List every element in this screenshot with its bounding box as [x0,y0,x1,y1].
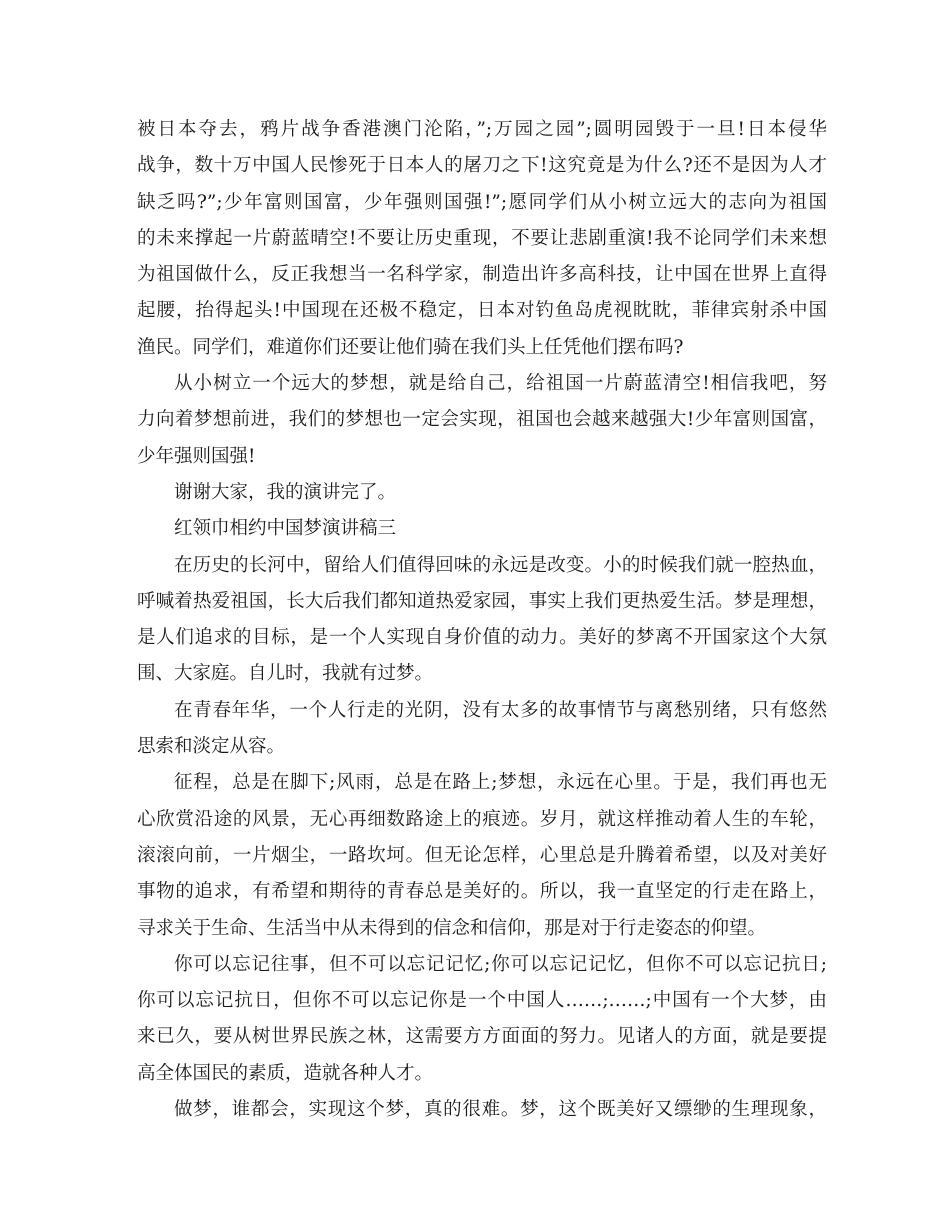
text-line: 是人们追求的目标，是一个人实现自身价值的动力。美好的梦离不开国家这个大氛 [137,627,827,649]
text-line: 少年强则国强! [137,445,256,467]
text-line: 寻求关于生命、生活当中从未得到的信念和信仰，那是对于行走姿态的仰望。 [137,917,767,939]
text-line: 缺乏吗?”;少年富则国富，少年强则国强!”;愿同学们从小树立远大的志向为祖国 [137,191,827,213]
text-line: 事物的追求，有希望和期待的青春总是美好的。所以，我一直坚定的行走在路上， [137,881,827,903]
section-heading: 红领巾相约中国梦演讲稿三 [174,518,397,540]
text-line: 来已久，要从树世界民族之林，这需要方方面面的努力。见诸人的方面，就是要提 [137,1026,827,1048]
text-line: 的未来撑起一片蔚蓝晴空!不要让历史重现，不要让悲剧重演!我不论同学们未来想 [137,227,827,249]
text-line: 被日本夺去，鸦片战争香港澳门沦陷，”;万园之园”;圆明园毁于一旦!日本侵华 [137,119,827,140]
text-line: 在青春年华，一个人行走的光阴，没有太多的故事情节与离愁别绪，只有悠然 [174,699,827,721]
text-line: 做梦，谁都会，实现这个梦，真的很难。梦，这个既美好又缥缈的生理现象， [174,1099,827,1121]
text-line: 高全体国民的素质，造就各种人才。 [137,1062,434,1084]
text-line: 起腰，抬得起头!中国现在还极不稳定，日本对钓鱼岛虎视眈眈，菲律宾射杀中国 [137,300,827,322]
text-line: 渔民。同学们，难道你们还要让他们骑在我们头上任凭他们摆布吗? [137,336,684,358]
text-line: 在历史的长河中，留给人们值得回味的永远是改变。小的时候我们就一腔热血， [174,554,827,576]
text-line: 滚滚向前，一片烟尘，一路坎坷。但无论怎样，心里总是升腾着希望，以及对美好 [137,844,827,866]
text-line: 呼喊着热爱祖国，长大后我们都知道热爱家园，事实上我们更热爱生活。梦是理想， [137,590,827,612]
text-line: 思索和淡定从容。 [137,736,286,758]
text-line: 从小树立一个远大的梦想，就是给自己，给祖国一片蔚蓝清空!相信我吧，努 [174,373,827,395]
text-line: 战争，数十万中国人民惨死于日本人的屠刀之下!这究竟是为什么?还不是因为人才 [137,155,827,177]
text-line: 力向着梦想前进，我们的梦想也一定会实现，祖国也会越来越强大!少年富则国富， [137,409,827,431]
text-line: 为祖国做什么，反正我想当一名科学家，制造出许多高科技，让中国在世界上直得 [137,264,827,286]
text-line: 你可以忘记往事，但不可以忘记记忆;你可以忘记记忆，但你不可以忘记抗日; [174,953,827,975]
text-line: 征程，总是在脚下;风雨，总是在路上;梦想，永远在心里。于是，我们再也无 [174,772,827,794]
text-line: 围、大家庭。自儿时，我就有过梦。 [137,663,434,685]
text-line: 谢谢大家，我的演讲完了。 [174,481,397,503]
text-line: 心欣赏沿途的风景，无心再细数路途上的痕迹。岁月，就这样推动着人生的车轮， [137,808,827,830]
text-line: 你可以忘记抗日，但你不可以忘记你是一个中国人……;……;中国有一个大梦，由 [137,990,827,1012]
document-body [137,112,827,1128]
